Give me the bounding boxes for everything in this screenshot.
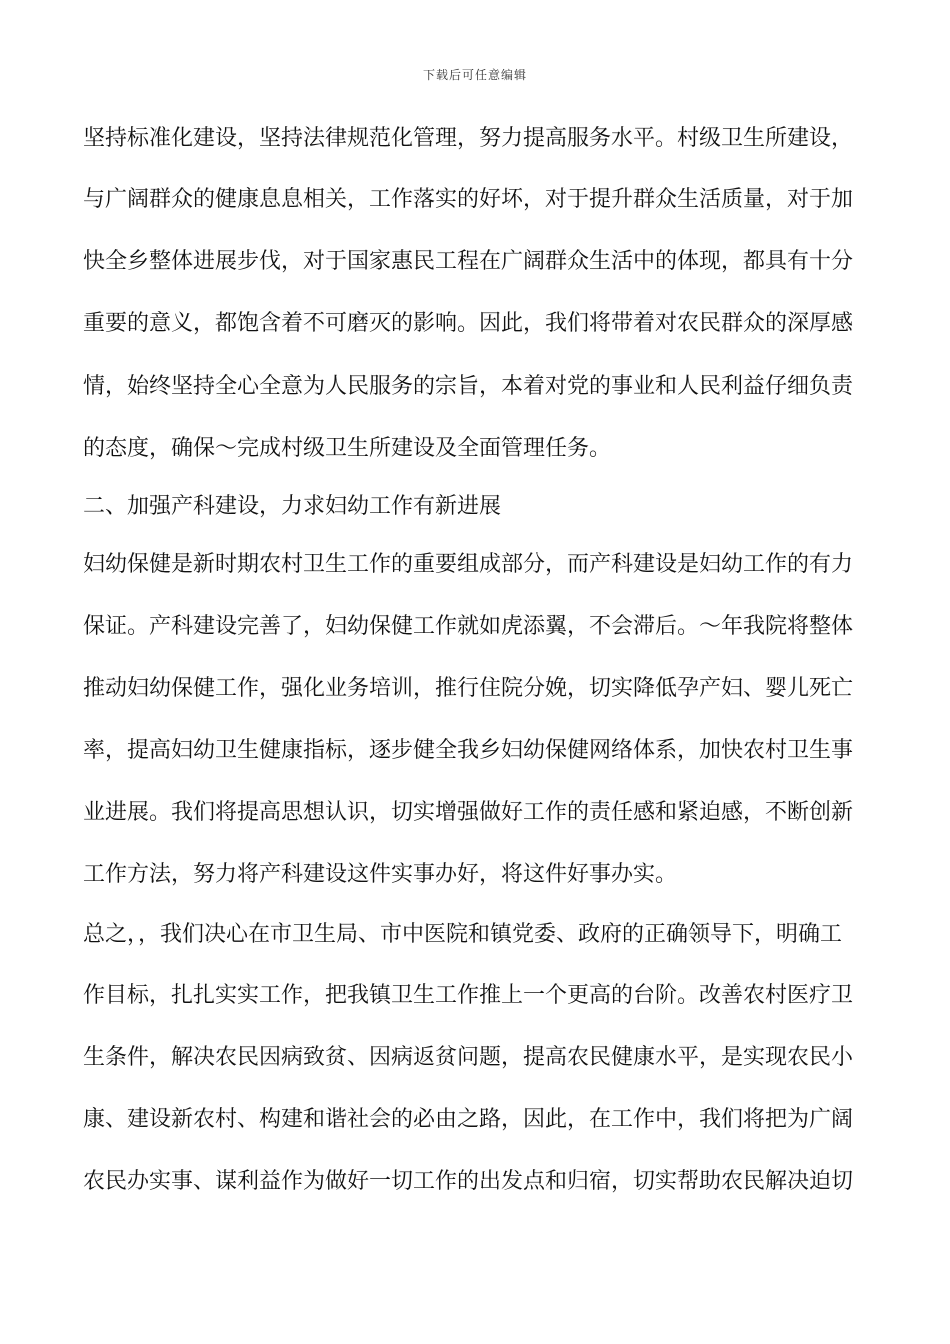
- page-header: 下载后可任意编辑: [422, 68, 527, 82]
- body-line: 业进展。我们将提高思想认识，切实增强做好工作的责任感和紧迫感，不断创新: [83, 800, 854, 825]
- body-line: 妇幼保健是新时期农村卫生工作的重要组成部分，而产科建设是妇幼工作的有力: [83, 552, 854, 577]
- body-line: 康、建设新农村、构建和谐社会的必由之路，因此，在工作中，我们将把为广阔: [83, 1107, 854, 1132]
- section-heading: 二、加强产科建设，力求妇幼工作有新进展: [83, 494, 502, 519]
- body-line: 重要的意义，都饱含着不可磨灭的影响。因此，我们将带着对农民群众的深厚感: [83, 311, 854, 336]
- body-line: 总之，，我们决心在市卫生局、市中医院和镇党委、政府的正确领导下，明确工: [83, 922, 843, 947]
- body-line: 农民办实事、谋利益作为做好一切工作的出发点和归宿，切实帮助农民解决迫切: [83, 1169, 854, 1194]
- body-line: 工作方法，努力将产科建设这件实事办好，将这件好事办实。: [83, 862, 678, 887]
- body-line: 坚持标准化建设，坚持法律规范化管理，努力提高服务水平。村级卫生所建设，: [83, 126, 854, 151]
- body-line: 推动妇幼保健工作，强化业务培训，推行住院分娩，切实降低孕产妇、婴儿死亡: [83, 676, 854, 701]
- body-line: 作目标，扎扎实实工作，把我镇卫生工作推上一个更高的台阶。改善农村医疗卫: [83, 983, 854, 1008]
- body-line: 快全乡整体进展步伐，对于国家惠民工程在广阔群众生活中的体现，都具有十分: [83, 249, 854, 274]
- body-line: 的态度，确保～完成村级卫生所建设及全面管理任务。: [83, 436, 612, 461]
- body-line: 生条件，解决农民因病致贫、因病返贫问题，提高农民健康水平，是实现农民小: [83, 1045, 854, 1070]
- body-line: 情，始终坚持全心全意为人民服务的宗旨，本着对党的事业和人民利益仔细负责: [83, 374, 854, 399]
- body-line: 率，提高妇幼卫生健康指标，逐步健全我乡妇幼保健网络体系，加快农村卫生事: [83, 738, 854, 763]
- body-line: 保证。产科建设完善了，妇幼保健工作就如虎添翼，不会滞后。～年我院将整体: [83, 614, 854, 639]
- body-line: 与广阔群众的健康息息相关，工作落实的好坏，对于提升群众生活质量，对于加: [83, 187, 854, 212]
